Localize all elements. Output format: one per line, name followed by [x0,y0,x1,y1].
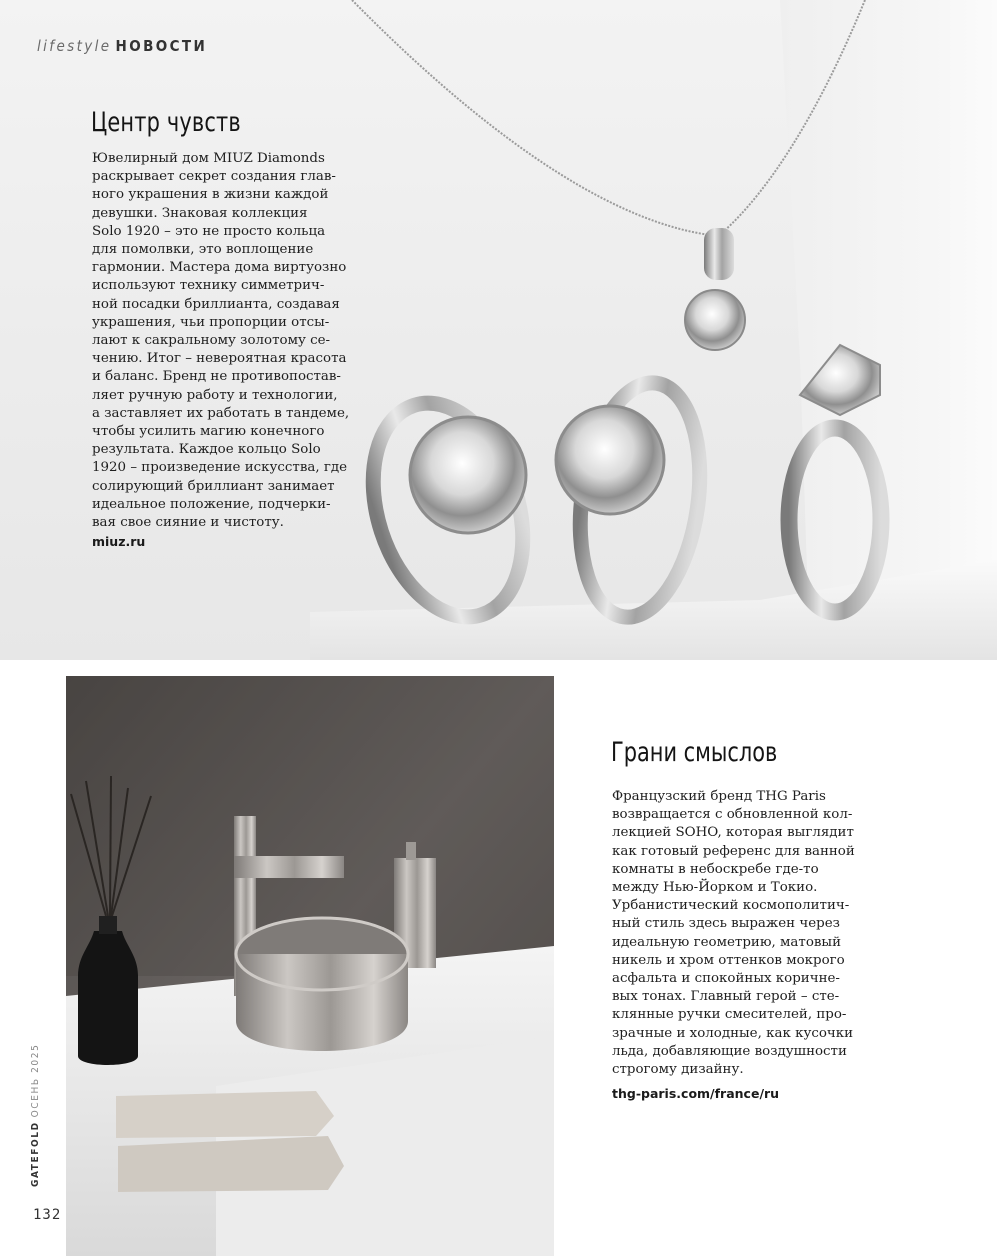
section-label [37,37,207,55]
section-label-category: lifestyle [37,37,112,55]
article-2-link[interactable]: thg-paris.com/france/ru [612,1086,780,1101]
section-label-news: НОВОСТИ [115,37,208,55]
article-1-link[interactable]: miuz.ru [92,534,146,549]
article-1-title: Центр чувств [91,107,241,138]
issue-label: ОСЕНЬ 2025 [30,1043,41,1118]
article-1-body: Ювелирный дом MIUZ Diamonds раскрывает секрет создания глав- ного украшения в жизни каждой девушки. Знаковая коллекция Solo 1920 – это не просто кольца для помолвки, это воплощение гармонии. Мастера дома виртуозно используют технику симметрич- ной посадки бриллианта, создавая украшения, чьи пропорции отсы- лают к сакральному золотому се- чению. Итог – невероятная красота и баланс. Бренд не противопостав- ляет ручную работу и технологии, а заставляет их работать в тандеме, чтобы усилить магию конечного результата. Каждое кольцо Solo 1920 – произведение искусства, где солирующий бриллиант занимает идеальное положение, подчерки- вая свое сияние и чистоту. [92,151,350,531]
bathroom-photo [66,676,554,1256]
article-2-title: Грани смыслов [611,737,778,768]
article-2-body: Французский бренд THG Paris возвращается с обновленной кол- лекцией SOHO, которая выглядит как готовый референс для ванной комнаты в небоскребе где-то между Нью-Йорком и Токио. Урбанистический космополитич- ный стиль здесь выражен через идеальную геометрию, матовый никель и хром оттенков мокрого асфальта и спокойных коричне- вых тонах. Главный герой – сте- клянные ручки смесителей, про- зрачные и холодные, как кусочки льда, добавляющие воздушности строгому дизайну. [612,789,855,1078]
magazine-name: GATEFOLD [30,1121,41,1187]
bathroom-illustration [66,676,554,1256]
page-number: 132 [33,1207,62,1223]
